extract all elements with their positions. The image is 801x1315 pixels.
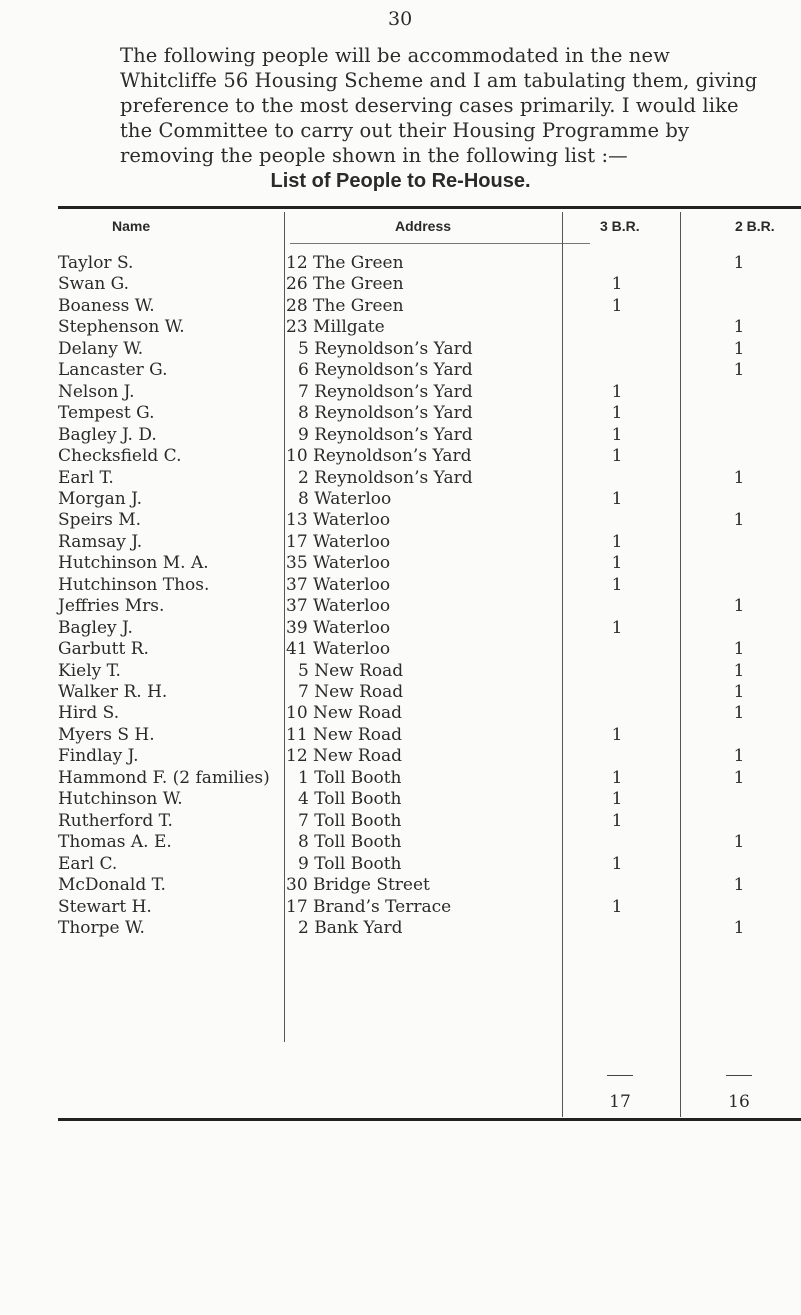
resident-name: Morgan J. — [58, 488, 143, 509]
resident-address: 8 Reynoldson’s Yard — [298, 403, 473, 424]
count-2br: 1 — [733, 596, 745, 617]
resident-address: 2 Bank Yard — [298, 917, 403, 938]
resident-address: 7 Toll Booth — [298, 810, 402, 831]
table-row — [0, 403, 801, 424]
count-3br: 1 — [611, 896, 623, 917]
resident-name: Hird S. — [58, 703, 120, 724]
resident-name: Lancaster G. — [58, 360, 168, 381]
header-rule — [290, 243, 590, 244]
count-2br: 1 — [733, 467, 745, 488]
table-row — [0, 510, 801, 531]
table-row — [0, 489, 801, 510]
count-3br: 1 — [611, 274, 623, 295]
count-3br: 1 — [611, 767, 623, 788]
table-row — [0, 382, 801, 403]
resident-address: 6 Reynoldson’s Yard — [298, 360, 473, 381]
table-row — [0, 897, 801, 918]
resident-address: 26 The Green — [286, 274, 404, 295]
resident-name: Tempest G. — [58, 403, 155, 424]
resident-address: 5 New Road — [298, 660, 404, 681]
table-row — [0, 789, 801, 810]
header-3br: 3 B.R. — [600, 218, 640, 234]
resident-name: Earl C. — [58, 853, 118, 874]
count-2br: 1 — [733, 510, 745, 531]
resident-address: 11 New Road — [286, 724, 402, 745]
table-row — [0, 553, 801, 574]
resident-name: Thorpe W. — [58, 917, 145, 938]
resident-address: 28 The Green — [286, 295, 404, 316]
resident-name: McDonald T. — [58, 875, 166, 896]
count-3br: 1 — [611, 553, 623, 574]
resident-name: Kiely T. — [58, 660, 121, 681]
resident-name: Hutchinson M. A. — [58, 553, 209, 574]
resident-address: 37 Waterloo — [286, 596, 391, 617]
table-row — [0, 317, 801, 338]
resident-name: Hutchinson W. — [58, 789, 183, 810]
count-2br: 1 — [733, 767, 745, 788]
resident-name: Hutchinson Thos. — [58, 574, 210, 595]
count-2br: 1 — [733, 253, 745, 273]
count-3br: 1 — [611, 531, 623, 552]
count-3br: 1 — [611, 810, 623, 831]
resident-address: 13 Waterloo — [286, 510, 391, 531]
resident-name: Rutherford T. — [58, 810, 173, 831]
table-row — [0, 274, 801, 295]
table-top-rule — [58, 206, 801, 209]
list-title: List of People to Re-House. — [270, 170, 531, 192]
count-3br: 1 — [611, 789, 623, 810]
resident-address: 8 Toll Booth — [298, 832, 402, 853]
total-rule-2br — [726, 1075, 752, 1076]
table-row — [0, 661, 801, 682]
intro-paragraph: The following people will be accommodated in the new Whitcliffe 56 Housing Scheme and I am tabulating them, giving preference to the most deserving cases primarily. I would like the Committee to carry out their Housing Programme by removing the people shown in the following list :— — [120, 44, 758, 167]
table-row — [0, 703, 801, 724]
resident-name: Ramsay J. — [58, 531, 143, 552]
resident-address: 17 Brand’s Terrace — [286, 896, 452, 917]
resident-address: 2 Reynoldson’s Yard — [298, 467, 473, 488]
header-name: Name — [112, 218, 151, 234]
table-row — [0, 296, 801, 317]
resident-address: 9 Toll Booth — [298, 853, 402, 874]
table-row — [0, 446, 801, 467]
total-3br: 17 — [609, 1092, 631, 1112]
resident-address: 1 Toll Booth — [298, 767, 402, 788]
table-row — [0, 639, 801, 660]
count-2br: 1 — [733, 682, 745, 702]
resident-address: 10 Reynoldson’s Yard — [286, 446, 472, 467]
count-3br: 1 — [611, 574, 623, 595]
table-row — [0, 768, 801, 789]
count-3br: 1 — [611, 446, 623, 467]
resident-address: 7 Reynoldson’s Yard — [298, 381, 473, 402]
count-3br: 1 — [611, 403, 623, 424]
count-2br: 1 — [733, 703, 745, 724]
table-row — [0, 682, 801, 703]
total-2br: 16 — [728, 1092, 750, 1112]
resident-name: Myers S H. — [58, 724, 155, 745]
total-rule-3br — [607, 1075, 633, 1076]
resident-name: Jeffries Mrs. — [58, 596, 165, 617]
table-row — [0, 746, 801, 767]
count-2br: 1 — [733, 360, 745, 381]
resident-name: Hammond F. (2 families) — [58, 767, 270, 788]
table-row — [0, 339, 801, 360]
count-2br: 1 — [733, 639, 745, 660]
resident-address: 5 Reynoldson’s Yard — [298, 338, 473, 359]
count-3br: 1 — [611, 488, 623, 509]
table-row — [0, 832, 801, 853]
resident-address: 8 Waterloo — [298, 488, 392, 509]
table-row — [0, 360, 801, 381]
resident-name: Speirs M. — [58, 510, 142, 531]
resident-name: Earl T. — [58, 467, 114, 488]
resident-address: 9 Reynoldson’s Yard — [298, 424, 473, 445]
table-row — [0, 618, 801, 639]
resident-address: 12 New Road — [286, 746, 402, 767]
table-row — [0, 875, 801, 896]
count-2br: 1 — [733, 317, 745, 338]
count-3br: 1 — [611, 617, 623, 638]
resident-name: Findlay J. — [58, 746, 139, 767]
table-row — [0, 425, 801, 446]
resident-address: 17 Waterloo — [286, 531, 391, 552]
resident-name: Garbutt R. — [58, 639, 149, 660]
resident-name: Bagley J. D. — [58, 424, 157, 445]
page-number: 30 — [388, 8, 413, 30]
resident-name: Delany W. — [58, 338, 144, 359]
count-2br: 1 — [733, 338, 745, 359]
resident-name: Nelson J. — [58, 381, 135, 402]
count-2br: 1 — [733, 832, 745, 853]
resident-address: 39 Waterloo — [286, 617, 391, 638]
resident-name: Stewart H. — [58, 896, 152, 917]
count-3br: 1 — [611, 424, 623, 445]
resident-name: Walker R. H. — [58, 682, 168, 702]
resident-name: Checksfield C. — [58, 446, 182, 467]
count-3br: 1 — [611, 381, 623, 402]
resident-name: Swan G. — [58, 274, 130, 295]
table-row — [0, 253, 801, 274]
resident-address: 12 The Green — [286, 253, 404, 273]
count-2br: 1 — [733, 875, 745, 896]
header-address: Address — [395, 218, 452, 234]
resident-address: 37 Waterloo — [286, 574, 391, 595]
resident-address: 10 New Road — [286, 703, 402, 724]
table-row — [0, 918, 801, 939]
table-row — [0, 811, 801, 832]
resident-address: 7 New Road — [298, 682, 404, 702]
count-3br: 1 — [611, 724, 623, 745]
resident-name: Thomas A. E. — [58, 832, 172, 853]
table-bottom-rule — [58, 1118, 801, 1121]
count-3br: 1 — [611, 295, 623, 316]
count-3br: 1 — [611, 853, 623, 874]
table-row — [0, 468, 801, 489]
resident-name: Taylor S. — [58, 253, 134, 273]
table-row — [0, 575, 801, 596]
count-2br: 1 — [733, 917, 745, 938]
resident-address: 30 Bridge Street — [286, 875, 430, 896]
table-row — [0, 725, 801, 746]
resident-address: 41 Waterloo — [286, 639, 391, 660]
table-row — [0, 532, 801, 553]
resident-name: Stephenson W. — [58, 317, 185, 338]
resident-address: 4 Toll Booth — [298, 789, 402, 810]
table-row — [0, 854, 801, 875]
count-2br: 1 — [733, 746, 745, 767]
count-2br: 1 — [733, 660, 745, 681]
table-row — [0, 596, 801, 617]
resident-name: Bagley J. — [58, 617, 133, 638]
header-2br: 2 B.R. — [735, 218, 775, 234]
resident-name: Boaness W. — [58, 295, 155, 316]
resident-address: 35 Waterloo — [286, 553, 391, 574]
resident-address: 23 Millgate — [286, 317, 385, 338]
